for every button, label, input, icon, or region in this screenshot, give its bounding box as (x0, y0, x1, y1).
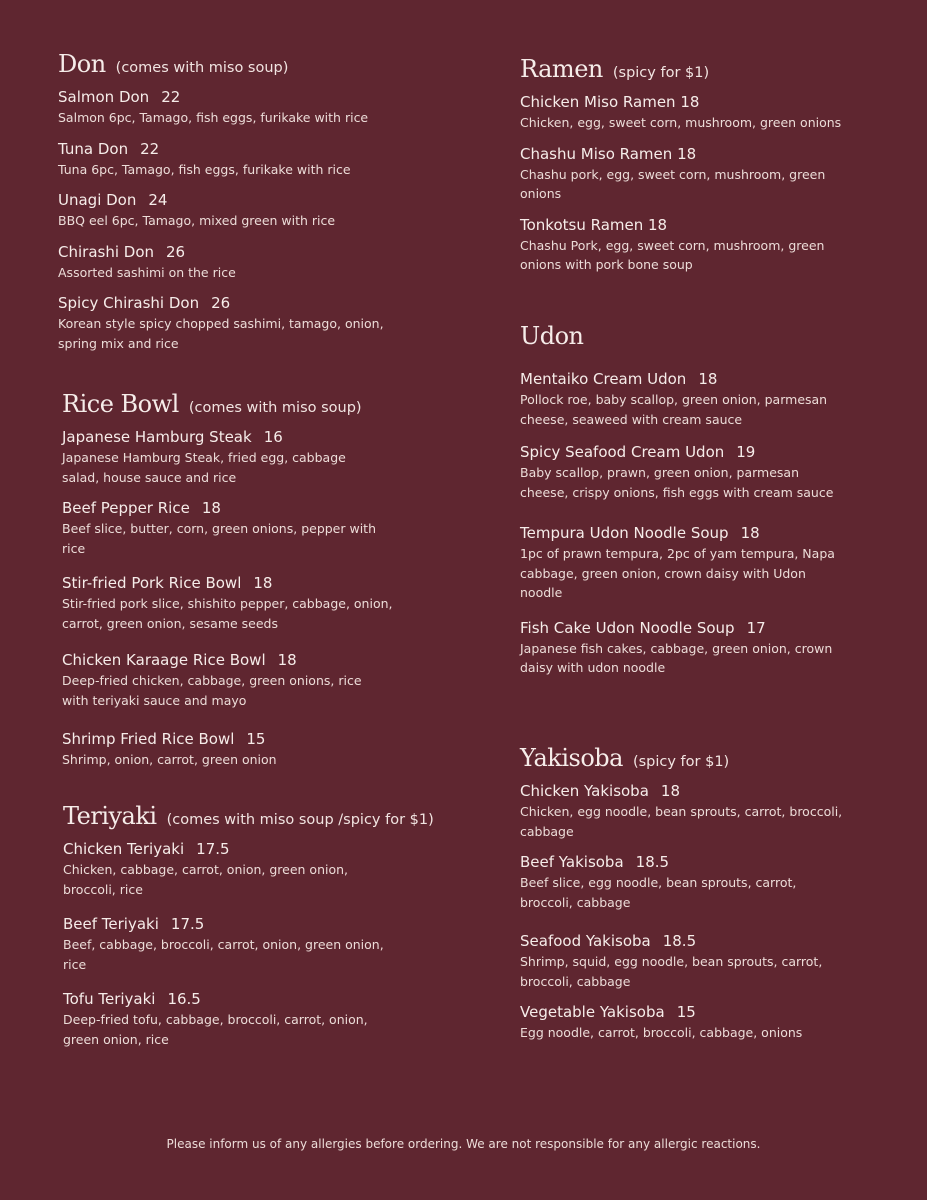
item-price: 18 (253, 574, 273, 592)
item-name: Tuna Don (58, 139, 129, 158)
item-price: 18 (660, 782, 680, 800)
item-desc: Deep-fried tofu, cabbage, broccoli, carrot, onion, green onion, rice (63, 1012, 368, 1047)
item-price: 18 (648, 215, 668, 234)
item-price: 17.5 (196, 840, 230, 858)
menu-item (62, 426, 402, 487)
section-don (58, 50, 398, 363)
item-price: 17.5 (170, 915, 205, 933)
item-name: Unagi Don (58, 191, 137, 209)
item-price: 18 (201, 499, 221, 517)
section-title: Rice Bowl (62, 390, 179, 418)
menu-item (520, 143, 860, 204)
item-desc: BBQ eel 6pc, Tamago, mixed green with rice (58, 213, 336, 228)
item-name: Chirashi Don (58, 242, 154, 261)
menu-item (520, 441, 860, 502)
menu-item (520, 91, 860, 133)
item-desc: Beef slice, egg noodle, bean sprouts, carrot, broccoli, cabbage (520, 875, 797, 910)
item-price: 16 (263, 428, 283, 446)
item-price: 15 (676, 1003, 696, 1021)
menu-item (520, 368, 860, 429)
item-desc: Chashu Pork, egg, sweet corn, mushroom, green onions with pork bone soup (520, 237, 825, 272)
item-name: Chicken Yakisoba (520, 782, 649, 800)
section-header (520, 322, 860, 350)
item-name: Chicken Teriyaki (63, 840, 185, 858)
menu-item (58, 189, 398, 231)
menu-item (520, 214, 860, 275)
item-name: Seafood Yakisoba (520, 932, 651, 950)
section-note: (comes with miso soup) (188, 400, 362, 416)
item-price: 18 (740, 524, 760, 542)
item-price: 26 (211, 294, 231, 312)
item-price: 22 (161, 88, 181, 106)
section-header (62, 390, 402, 418)
item-price: 16.5 (167, 990, 201, 1008)
section-note: (comes with miso soup /spicy for $1) (166, 812, 434, 828)
item-name: Tonkotsu Ramen (520, 215, 644, 234)
section-note: (comes with miso soup) (115, 60, 289, 76)
item-price: 18 (277, 651, 297, 669)
menu-item (58, 138, 398, 180)
item-desc: Shrimp, squid, egg noodle, bean sprouts, carrot, broccoli, cabbage (520, 954, 823, 989)
menu-item (520, 617, 860, 678)
item-price: 22 (140, 139, 160, 158)
item-name: Tempura Udon Noodle Soup (520, 524, 729, 542)
item-name: Chicken Karaage Rice Bowl (62, 651, 266, 669)
item-name: Chashu Miso Ramen (520, 144, 673, 163)
item-desc: Egg noodle, carrot, broccoli, cabbage, onions (520, 1025, 803, 1040)
item-name: Beef Pepper Rice (62, 499, 190, 517)
item-name: Spicy Seafood Cream Udon (520, 443, 725, 461)
item-name: Salmon Don (58, 88, 150, 106)
item-desc: Japanese fish cakes, cabbage, green onion, crown daisy with udon noodle (520, 640, 833, 675)
item-price: 18.5 (635, 853, 670, 871)
item-desc: Deep-fried chicken, cabbage, green onions, rice with teriyaki sauce and mayo (62, 673, 362, 708)
item-desc: Salmon 6pc, Tamago, fish eggs, furikake with rice (58, 110, 369, 125)
item-name: Spicy Chirashi Don (58, 294, 200, 312)
item-desc: 1pc of prawn tempura, 2pc of yam tempura, Napa cabbage, green onion, crown daisy with Udon noodle (520, 546, 835, 600)
section-header (63, 802, 453, 830)
item-desc: Korean style spicy chopped sashimi, tamago, onion, spring mix and rice (58, 316, 384, 351)
section-note: (spicy for $1) (612, 65, 710, 81)
item-desc: Japanese Hamburg Steak, fried egg, cabbage salad, house sauce and rice (62, 450, 346, 485)
menu-item (63, 838, 453, 899)
item-name: Beef Yakisoba (520, 853, 624, 871)
item-name: Tofu Teriyaki (63, 990, 156, 1008)
item-desc: Chicken, egg, sweet corn, mushroom, green onions (520, 115, 842, 130)
section-title: Teriyaki (63, 802, 157, 830)
item-name: Mentaiko Cream Udon (520, 370, 687, 388)
section-header (520, 744, 880, 772)
item-desc: Tuna 6pc, Tamago, fish eggs, furikake with rice (58, 161, 351, 177)
item-name: Beef Teriyaki (63, 915, 159, 933)
section-title: Ramen (520, 55, 603, 83)
menu-item (520, 1001, 880, 1043)
section-yakisoba (520, 744, 880, 1053)
allergy-notice: Please inform us of any allergies before ordering. We are not responsible for any allergic reactions. (166, 1137, 761, 1151)
menu-item (62, 572, 402, 633)
section-header (58, 50, 398, 78)
item-name: Japanese Hamburg Steak (62, 428, 252, 446)
item-price: 24 (148, 191, 168, 209)
item-name: Vegetable Yakisoba (520, 1003, 665, 1021)
menu-item (520, 780, 880, 841)
item-name: Fish Cake Udon Noodle Soup (520, 618, 735, 637)
item-desc: Baby scallop, prawn, green onion, parmesan cheese, crispy onions, fish eggs with cream sauce (520, 465, 834, 500)
section-ramen (520, 55, 860, 285)
item-price: 17 (746, 618, 766, 637)
section-header (520, 55, 860, 83)
item-name: Stir-fried Pork Rice Bowl (62, 574, 242, 592)
item-name: Chicken Miso Ramen (520, 93, 676, 111)
item-desc: Chashu pork, egg, sweet corn, mushroom, green onions (520, 166, 826, 201)
item-price: 18 (680, 93, 700, 111)
menu-item (520, 522, 860, 603)
menu-item (520, 851, 880, 912)
item-desc: Pollock roe, baby scallop, green onion, parmesan cheese, seaweed with cream sauce (520, 392, 828, 427)
menu-item (58, 241, 398, 283)
item-desc: Assorted sashimi on the rice (58, 264, 236, 280)
section-teriyaki (63, 802, 453, 1059)
item-price: 26 (166, 242, 186, 261)
item-price: 18 (677, 144, 697, 163)
section-udon (520, 322, 860, 688)
item-name: Shrimp Fried Rice Bowl (62, 730, 235, 748)
menu-item (520, 930, 880, 991)
item-price: 18 (698, 370, 718, 388)
item-desc: Beef, cabbage, broccoli, carrot, onion, green onion, rice (63, 937, 384, 972)
section-title: Don (58, 50, 106, 78)
item-desc: Stir-fried pork slice, shishito pepper, cabbage, onion, carrot, green onion, sesame seeds (62, 596, 393, 631)
menu-item (63, 988, 453, 1049)
menu-item (58, 292, 398, 353)
menu-item (58, 86, 398, 128)
item-price: 18.5 (662, 932, 697, 950)
item-desc: Shrimp, onion, carrot, green onion (62, 752, 277, 767)
item-desc: Beef slice, butter, corn, green onions, pepper with rice (62, 521, 377, 556)
item-desc: Chicken, cabbage, carrot, onion, green onion, broccoli, rice (63, 862, 349, 897)
menu-item (62, 728, 402, 770)
menu-item (62, 497, 402, 558)
section-rice-bowl (62, 390, 402, 780)
menu-item (63, 913, 453, 974)
section-title: Yakisoba (520, 744, 623, 772)
item-desc: Chicken, egg noodle, bean sprouts, carrot, broccoli, cabbage (520, 804, 843, 839)
menu-item (62, 649, 402, 710)
item-price: 15 (246, 730, 266, 748)
section-note: (spicy for $1) (632, 754, 730, 770)
section-title: Udon (520, 322, 584, 350)
item-price: 19 (736, 443, 756, 461)
